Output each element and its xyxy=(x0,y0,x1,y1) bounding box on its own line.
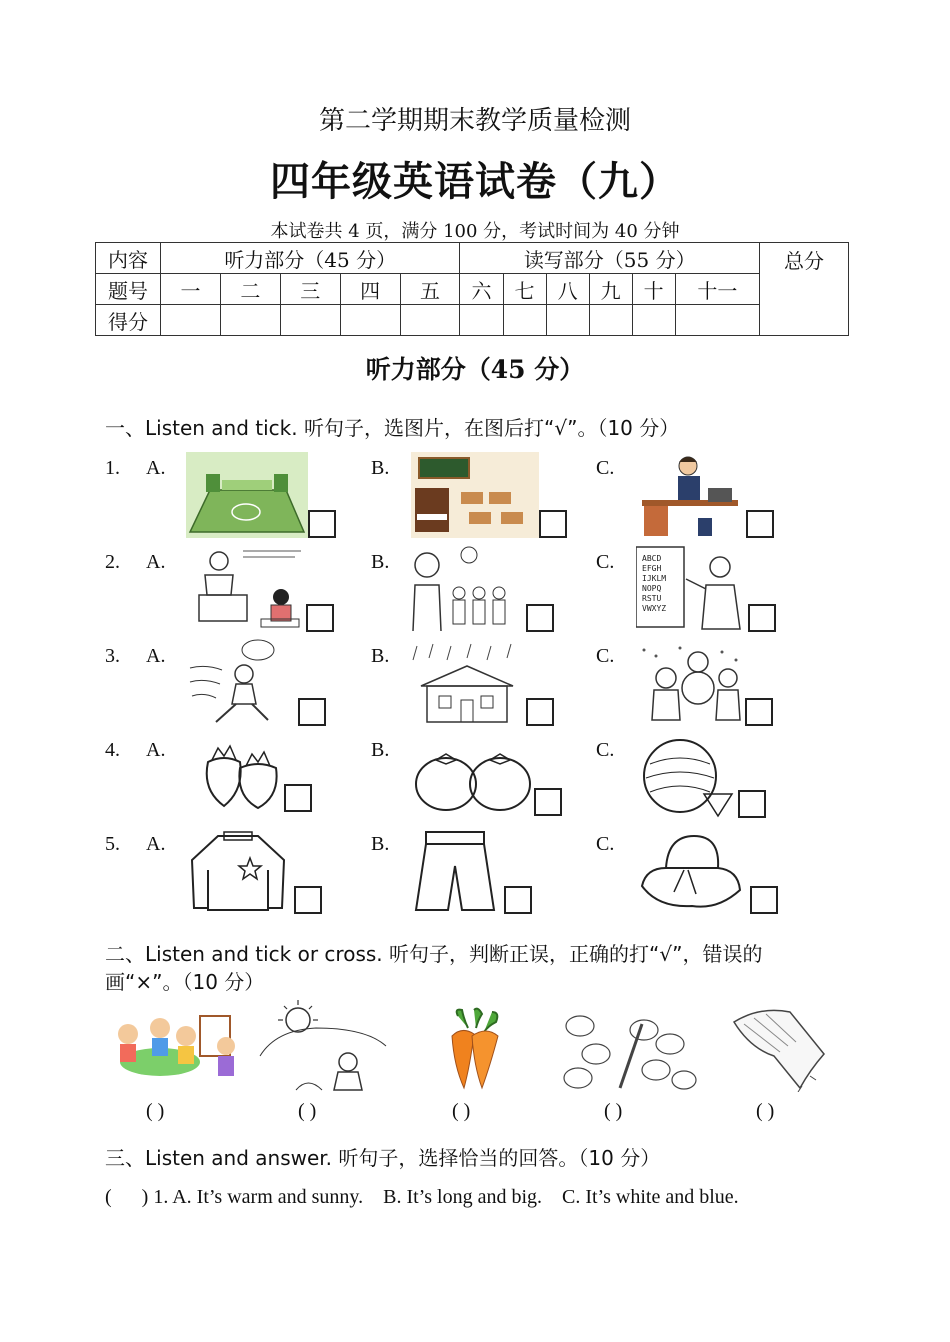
strawberries-picture xyxy=(200,740,282,810)
option-letter: B. xyxy=(371,457,390,479)
option-letter: A. xyxy=(146,833,166,855)
score-input-cell[interactable] xyxy=(280,305,340,336)
cell-score-label: 得分 xyxy=(96,305,161,336)
option-letter: C. xyxy=(596,551,615,573)
windy-day-picture xyxy=(186,638,296,726)
children-painting-picture xyxy=(104,1006,242,1090)
answer-checkbox[interactable] xyxy=(526,698,554,726)
option-letter: C. xyxy=(596,739,615,761)
answer-checkbox[interactable] xyxy=(294,886,322,914)
option-letter: C. xyxy=(596,457,615,479)
option-letter: B. xyxy=(371,551,390,573)
answer-checkbox[interactable] xyxy=(504,886,532,914)
exam-info: 本试卷共 4 页，满分 100 分，考试时间为 40 分钟 xyxy=(270,221,680,242)
svg-text:ABCD: ABCD xyxy=(642,554,662,563)
answer-checkbox[interactable] xyxy=(298,698,326,726)
snowy-day-picture xyxy=(636,642,744,726)
score-table xyxy=(95,242,849,336)
option-letter: B. xyxy=(371,645,390,667)
option-letter: A. xyxy=(146,739,166,761)
question-number: 3. xyxy=(105,645,120,667)
hot-sunny-day-picture xyxy=(256,1000,388,1092)
section2-heading-line2: 画“×”。（10 分） xyxy=(105,970,265,994)
option-letter: B. xyxy=(371,739,390,761)
answer-checkbox[interactable] xyxy=(308,510,336,538)
watermelon-picture xyxy=(640,738,736,818)
option-letter: A. xyxy=(146,551,166,573)
answer-parentheses[interactable]: ( ) xyxy=(604,1100,623,1122)
section3-heading: 三、Listen and answer. 听句子，选择恰当的回答。（10 分） xyxy=(105,1146,661,1170)
score-table-row-number xyxy=(96,274,849,305)
score-input-cell[interactable] xyxy=(675,305,759,336)
svg-text:NOPQ: NOPQ xyxy=(642,584,662,593)
exam-title: 四年级英语试卷（九） xyxy=(270,158,680,205)
score-input-cell[interactable] xyxy=(340,305,400,336)
cell-total-label: 总分 xyxy=(760,243,849,336)
cell-reading-writing-part: 读写部分（55 分） xyxy=(460,243,760,274)
cell-listening-part: 听力部分（45 分） xyxy=(161,243,460,274)
shorts-picture xyxy=(412,830,498,914)
answer-checkbox[interactable] xyxy=(539,510,567,538)
answer-parentheses[interactable]: ( ) xyxy=(298,1100,317,1122)
score-input-cell[interactable] xyxy=(460,305,503,336)
option-letter: A. xyxy=(146,645,166,667)
option-letter: C. xyxy=(596,645,615,667)
question-number: 5. xyxy=(105,833,120,855)
cell-number: 四 xyxy=(340,274,400,305)
answer-checkbox[interactable] xyxy=(750,886,778,914)
answer-checkbox[interactable] xyxy=(746,510,774,538)
cell-number: 十 xyxy=(632,274,675,305)
listening-heading: 听力部分（45 分） xyxy=(365,355,585,384)
cell-number: 八 xyxy=(546,274,589,305)
answer-checkbox[interactable] xyxy=(284,784,312,812)
answer-parentheses[interactable]: ( ) xyxy=(452,1100,471,1122)
office-desk-picture xyxy=(638,452,742,538)
score-input-cell[interactable] xyxy=(632,305,675,336)
rainy-house-picture xyxy=(411,642,523,726)
answer-checkbox[interactable] xyxy=(738,790,766,818)
cell-number: 三 xyxy=(280,274,340,305)
option-letter: B. xyxy=(371,833,390,855)
score-input-cell[interactable] xyxy=(220,305,280,336)
score-input-cell[interactable] xyxy=(161,305,221,336)
answer-checkbox[interactable] xyxy=(745,698,773,726)
teacher-alphabet-board-picture xyxy=(636,545,746,631)
svg-text:IJKLM: IJKLM xyxy=(642,574,667,583)
cell-number-label: 题号 xyxy=(96,274,161,305)
svg-text:RSTU: RSTU xyxy=(642,594,662,603)
score-input-cell[interactable] xyxy=(589,305,632,336)
scarf-picture xyxy=(730,1004,828,1092)
question-number: 2. xyxy=(105,551,120,573)
music-classroom-picture xyxy=(411,452,539,538)
section1-heading: 一、Listen and tick. 听句子，选图片，在图后打“√”。（10 分） xyxy=(105,416,680,440)
cell-number: 七 xyxy=(503,274,546,305)
cell-number: 九 xyxy=(589,274,632,305)
teacher-student-desk-picture xyxy=(195,545,305,631)
sweater-picture xyxy=(188,830,288,912)
sun-hat-picture xyxy=(638,832,744,912)
cell-number: 一 xyxy=(161,274,221,305)
score-table-row-score xyxy=(96,305,849,336)
question-number: 4. xyxy=(105,739,120,761)
answer-checkbox[interactable] xyxy=(526,604,554,632)
svg-text:EFGH: EFGH xyxy=(642,564,662,573)
cell-content-label: 内容 xyxy=(96,243,161,274)
score-input-cell[interactable] xyxy=(503,305,546,336)
cell-number: 二 xyxy=(220,274,280,305)
score-input-cell[interactable] xyxy=(546,305,589,336)
cell-number: 十一 xyxy=(675,274,759,305)
answer-checkbox[interactable] xyxy=(748,604,776,632)
students-line-up-picture xyxy=(411,545,521,631)
answer-parentheses[interactable]: ( ) xyxy=(756,1100,775,1122)
carrots-picture xyxy=(444,1006,504,1090)
tomatoes-picture xyxy=(414,748,532,812)
section3-question-1[interactable]: ( ) 1. A. It’s warm and sunny. B. It’s long and big. C. It’s white and blue. xyxy=(105,1186,739,1208)
score-input-cell[interactable] xyxy=(400,305,460,336)
answer-parentheses[interactable]: ( ) xyxy=(146,1100,165,1122)
option-letter: C. xyxy=(596,833,615,855)
score-table-row-content xyxy=(96,243,849,274)
sheep-picture xyxy=(560,1004,700,1094)
answer-checkbox[interactable] xyxy=(534,788,562,816)
option-letter: A. xyxy=(146,457,166,479)
question-number: 1. xyxy=(105,457,120,479)
cell-number: 五 xyxy=(400,274,460,305)
answer-checkbox[interactable] xyxy=(306,604,334,632)
svg-text:VWXYZ: VWXYZ xyxy=(642,604,667,613)
exam-subtitle: 第二学期期末教学质量检测 xyxy=(318,106,631,136)
playground-picture xyxy=(186,452,308,538)
cell-number: 六 xyxy=(460,274,503,305)
section2-heading-line1: 二、Listen and tick or cross. 听句子，判断正误，正确的打“√”，错误的 xyxy=(105,942,763,966)
